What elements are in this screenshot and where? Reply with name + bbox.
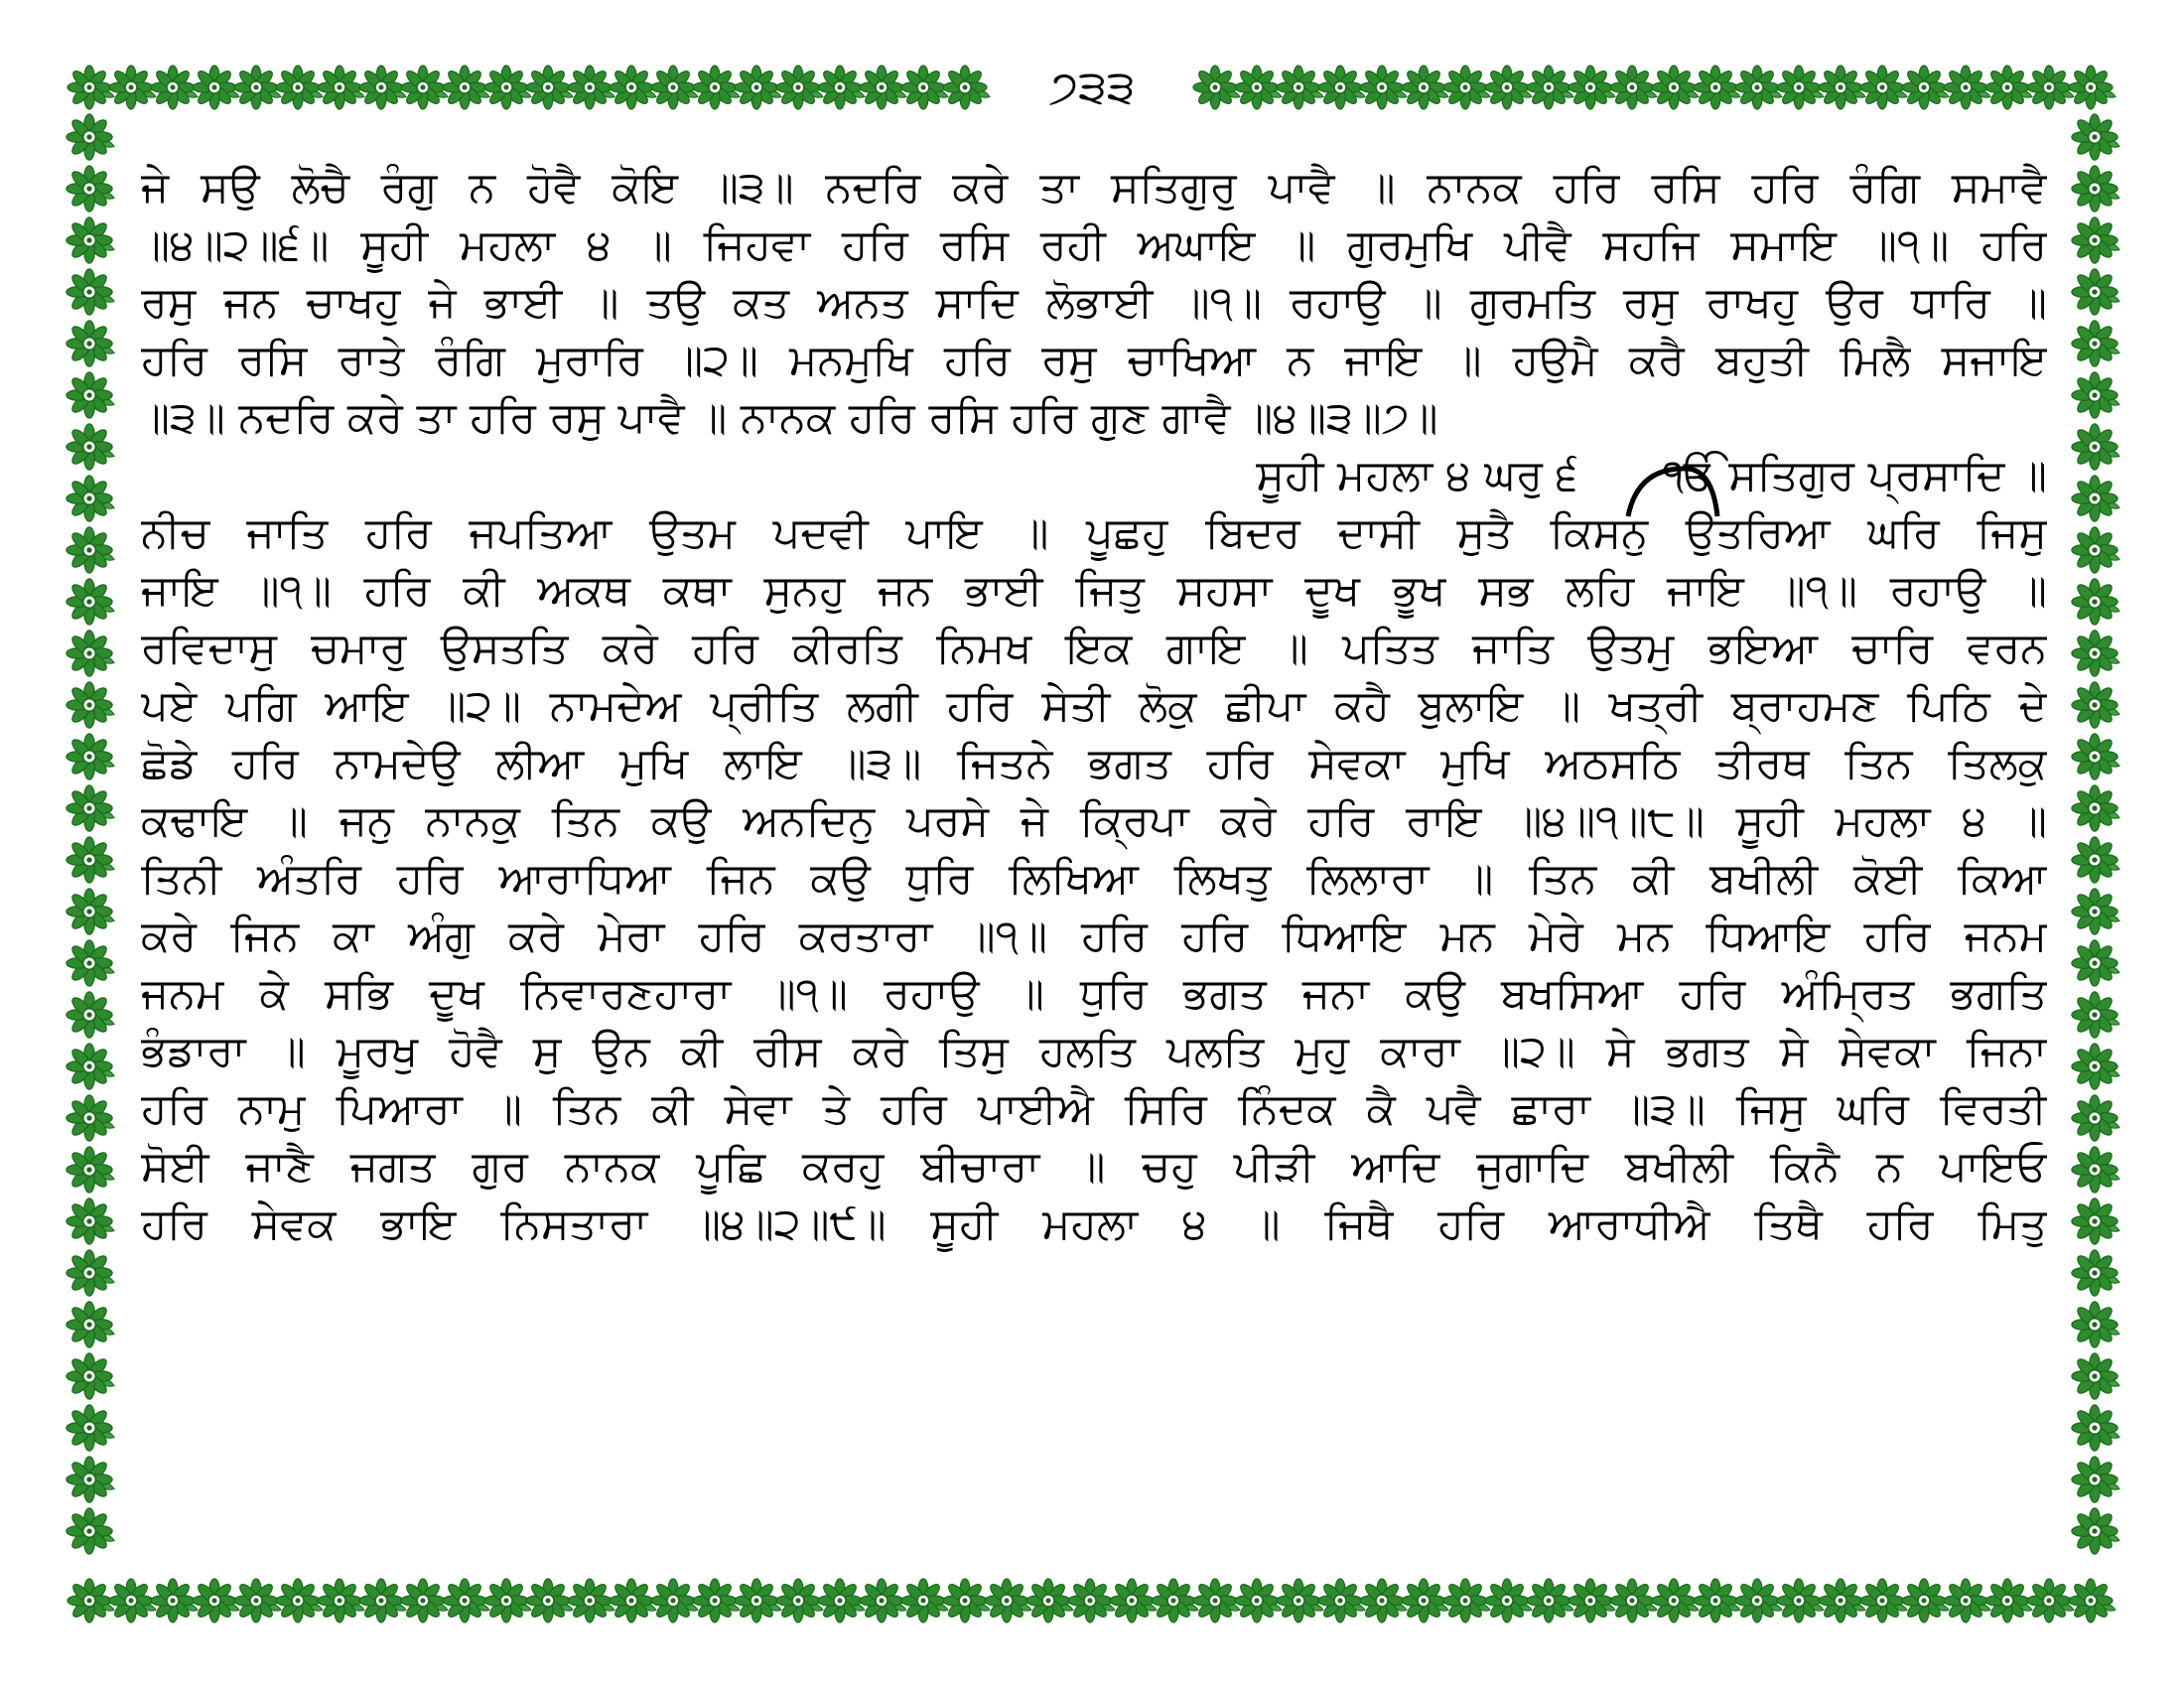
flower-ornament-icon: [2072, 1353, 2117, 1399]
flower-ornament-icon: [67, 166, 112, 211]
flower-ornament-icon: [1402, 66, 1445, 109]
flower-ornament-icon: [68, 1579, 111, 1622]
flower-ornament-icon: [1610, 1579, 1654, 1622]
flower-ornament-icon: [1527, 66, 1570, 109]
flower-ornament-icon: [67, 992, 112, 1038]
text-line: ਰਵਿਦਾਸੁ ਚਮਾਰੁ ਉਸਤਤਿ ਕਰੇ ਹਰਿ ਕੀਰਤਿ ਨਿਮਖ ਇਕ ਗਾਇ ॥ ਪਤਿਤ ਜਾਤਿ ਉਤਮੁ ਭਇਆ ਚਾਰਿ ਵਰਨ: [141, 624, 2047, 673]
flower-ornament-icon: [2072, 166, 2117, 211]
flower-ornament-icon: [1318, 1579, 1362, 1622]
heading-mool: ੴ ਸਤਿਗੁਰ ਪ੍ਰਸਾਦਿ ॥: [1663, 451, 2047, 500]
section-heading: [141, 447, 2047, 504]
flower-ornament-icon: [1110, 1579, 1154, 1622]
flower-ornament-icon: [1360, 1579, 1404, 1622]
flower-ornament-icon: [151, 1579, 195, 1622]
flower-ornament-icon: [401, 1579, 445, 1622]
flower-ornament-icon: [2072, 837, 2117, 883]
text-line: ਪਏ ਪਗਿ ਆਇ ॥੨॥ ਨਾਮਦੇਅ ਪ੍ਰੀਤਿ ਲਗੀ ਹਰਿ ਸੇਤੀ ਲੋਕੁ ਛੀਪਾ ਕਹੈ ਬੁਲਾਇ ॥ ਖਤ੍ਰੀ ਬ੍ਰਾਹਮਣ ਪਿਠਿ ਦੇ: [141, 681, 2047, 731]
flower-ornament-icon: [109, 66, 153, 109]
flower-ornament-icon: [67, 1457, 112, 1502]
flower-ornament-icon: [67, 1508, 112, 1554]
flower-ornament-icon: [651, 66, 695, 109]
flower-ornament-icon: [1360, 66, 1404, 109]
flower-ornament-icon: [693, 66, 737, 109]
flower-ornament-icon: [67, 269, 112, 315]
flower-ornament-icon: [2069, 1579, 2113, 1622]
flower-ornament-icon: [1235, 1579, 1279, 1622]
flower-ornament-icon: [818, 1579, 862, 1622]
flower-ornament-icon: [359, 1579, 403, 1622]
flower-ornament-icon: [1944, 1579, 1987, 1622]
flower-ornament-icon: [67, 889, 112, 934]
flower-ornament-icon: [1152, 1579, 1195, 1622]
flower-ornament-icon: [2072, 579, 2117, 625]
flower-ornament-icon: [1402, 1579, 1445, 1622]
text-line: ॥੪॥੨॥੬॥ ਸੂਹੀ ਮਹਲਾ ੪ ॥ ਜਿਹਵਾ ਹਰਿ ਰਸਿ ਰਹੀ ਅਘਾਇ ॥ ਗੁਰਮੁਖਿ ਪੀਵੈ ਸਹਜਿ ਸਮਾਇ ॥੧॥ ਹਰਿ: [141, 220, 2047, 270]
flower-ornament-icon: [67, 1302, 112, 1347]
flower-ornament-icon: [1985, 66, 2029, 109]
flower-ornament-icon: [2072, 1044, 2117, 1089]
text-line: ॥੩॥ ਨਦਰਿ ਕਰੇ ਤਾ ਹਰਿ ਰਸੁ ਪਾਵੈ ॥ ਨਾਨਕ ਹਰਿ ਰਸਿ ਹਰਿ ਗੁਣ ਗਾਵੈ ॥੪॥੩॥੭॥: [141, 393, 1438, 443]
flower-ornament-icon: [2069, 66, 2113, 109]
flower-ornament-icon: [1485, 66, 1529, 109]
flower-ornament-icon: [67, 321, 112, 366]
text-line: ਜਾਇ ॥੧॥ ਹਰਿ ਕੀ ਅਕਥ ਕਥਾ ਸੁਨਹੁ ਜਨ ਭਾਈ ਜਿਤੁ ਸਹਸਾ ਦੂਖ ਭੂਖ ਸਭ ਲਹਿ ਜਾਇ ॥੧॥ ਰਹਾਉ ॥: [141, 566, 2047, 616]
flower-ornament-icon: [1277, 1579, 1320, 1622]
flower-ornament-icon: [359, 66, 403, 109]
flower-ornament-icon: [1694, 1579, 1737, 1622]
flower-ornament-icon: [318, 1579, 361, 1622]
flower-ornament-icon: [2072, 372, 2117, 418]
text-line: ਹਰਿ ਸੇਵਕ ਭਾਇ ਨਿਸਤਾਰਾ ॥੪॥੨॥੯॥ ਸੂਹੀ ਮਹਲਾ ੪ ॥ ਜਿਥੈ ਹਰਿ ਆਰਾਧੀਐ ਤਿਥੈ ਹਰਿ ਮਿਤੁ: [141, 1199, 2047, 1249]
flower-ornament-icon: [443, 1579, 486, 1622]
flower-ornament-icon: [193, 1579, 236, 1622]
flower-ornament-icon: [1819, 66, 1862, 109]
flower-ornament-icon: [776, 1579, 820, 1622]
flower-ornament-icon: [1944, 66, 1987, 109]
flower-ornament-icon: [67, 424, 112, 470]
flower-ornament-icon: [67, 734, 112, 779]
flower-ornament-icon: [1318, 66, 1362, 109]
flower-ornament-icon: [860, 1579, 903, 1622]
flower-ornament-icon: [818, 66, 862, 109]
flower-ornament-icon: [1652, 66, 1696, 109]
flower-ornament-icon: [109, 1579, 153, 1622]
flower-ornament-icon: [276, 66, 320, 109]
text-line: ਤਿਨੀ ਅੰਤਰਿ ਹਰਿ ਆਰਾਧਿਆ ਜਿਨ ਕਉ ਧੁਰਿ ਲਿਖਿਆ ਲਿਖਤੁ ਲਿਲਾਰਾ ॥ ਤਿਨ ਕੀ ਬਖੀਲੀ ਕੋਈ ਕਿਆ: [141, 854, 2047, 904]
text-line: ਕਰੇ ਜਿਨ ਕਾ ਅੰਗੁ ਕਰੇ ਮੇਰਾ ਹਰਿ ਕਰਤਾਰਾ ॥੧॥ ਹਰਿ ਹਰਿ ਧਿਆਇ ਮਨ ਮੇਰੇ ਮਨ ਧਿਆਇ ਹਰਿ ਜਨਮ: [141, 912, 2047, 961]
text-line: ਸੋਈ ਜਾਣੈ ਜਗਤ ਗੁਰ ਨਾਨਕ ਪੂਛਿ ਕਰਹੁ ਬੀਚਾਰਾ ॥ ਚਹੁ ਪੀੜੀ ਆਦਿ ਜੁਗਾਦਿ ਬਖੀਲੀ ਕਿਨੈ ਨ ਪਾਇਓ: [141, 1142, 2047, 1192]
flower-ornament-icon: [651, 1579, 695, 1622]
text-line: ਜਨਮ ਕੇ ਸਭਿ ਦੂਖ ਨਿਵਾਰਣਹਾਰਾ ॥੧॥ ਰਹਾਉ ॥ ਧੁਰਿ ਭਗਤ ਜਨਾ ਕਉ ਬਖਸਿਆ ਹਰਿ ਅੰਮ੍ਰਿਤ ਭਗਤਿ: [141, 969, 2047, 1019]
flower-ornament-icon: [68, 66, 111, 109]
flower-ornament-icon: [610, 66, 653, 109]
flower-ornament-icon: [2072, 269, 2117, 315]
flower-ornament-icon: [234, 1579, 278, 1622]
flower-ornament-icon: [1569, 1579, 1612, 1622]
flower-ornament-icon: [568, 66, 612, 109]
flower-ornament-icon: [67, 837, 112, 883]
flower-ornament-icon: [1193, 1579, 1237, 1622]
flower-ornament-icon: [1985, 1579, 2029, 1622]
flower-ornament-icon: [67, 682, 112, 728]
flower-ornament-icon: [1485, 1579, 1529, 1622]
flower-ornament-icon: [1235, 66, 1279, 109]
flower-ornament-icon: [67, 476, 112, 521]
text-line: ਛੋਡੇ ਹਰਿ ਨਾਮਦੇਉ ਲੀਆ ਮੁਖਿ ਲਾਇ ॥੩॥ ਜਿਤਨੇ ਭਗਤ ਹਰਿ ਸੇਵਕਾ ਮੁਖਿ ਅਠਸਠਿ ਤੀਰਥ ਤਿਨ ਤਿਲਕੁ: [141, 739, 2047, 788]
flower-ornament-icon: [67, 1095, 112, 1141]
text-line: ਭੰਡਾਰਾ ॥ ਮੂਰਖੁ ਹੋਵੈ ਸੁ ਉਨ ਕੀ ਰੀਸ ਕਰੇ ਤਿਸੁ ਹਲਤਿ ਪਲਤਿ ਮੁਹੁ ਕਾਰਾ ॥੨॥ ਸੇ ਭਗਤ ਸੇ ਸੇਵਕਾ ਜਿਨਾ: [141, 1027, 2047, 1076]
flower-ornament-icon: [318, 66, 361, 109]
text-line: ਕਢਾਇ ॥ ਜਨੁ ਨਾਨਕੁ ਤਿਨ ਕਉ ਅਨਦਿਨੁ ਪਰਸੇ ਜੇ ਕ੍ਰਿਪਾ ਕਰੇ ਹਰਿ ਰਾਇ ॥੪॥੧॥੮॥ ਸੂਹੀ ਮਹਲਾ ੪ ॥: [141, 796, 2047, 846]
flower-ornament-icon: [1443, 66, 1487, 109]
flower-ornament-icon: [2072, 1302, 2117, 1347]
flower-ornament-icon: [151, 66, 195, 109]
flower-ornament-icon: [2072, 527, 2117, 573]
flower-ornament-icon: [2072, 321, 2117, 366]
flower-ornament-icon: [2072, 476, 2117, 521]
heading-raag: ਸੂਹੀ ਮਹਲਾ ੪ ਘਰੁ ੬: [1256, 451, 1578, 500]
flower-ornament-icon: [2072, 992, 2117, 1038]
flower-ornament-icon: [1652, 1579, 1696, 1622]
flower-ornament-icon: [67, 940, 112, 986]
flower-ornament-icon: [943, 66, 987, 109]
flower-ornament-icon: [1026, 1579, 1070, 1622]
gurbani-text-block: [141, 159, 2047, 1253]
flower-ornament-icon: [1902, 66, 1946, 109]
flower-ornament-icon: [67, 579, 112, 625]
flower-ornament-icon: [443, 66, 486, 109]
flower-ornament-icon: [1735, 66, 1779, 109]
flower-ornament-icon: [2072, 734, 2117, 779]
flower-ornament-icon: [193, 66, 236, 109]
flower-ornament-icon: [2072, 1198, 2117, 1244]
flower-ornament-icon: [1694, 66, 1737, 109]
flower-ornament-icon: [67, 1250, 112, 1296]
flower-ornament-icon: [67, 1405, 112, 1451]
text-line: ਹਰਿ ਰਸਿ ਰਾਤੇ ਰੰਗਿ ਮੁਰਾਰਿ ॥੨॥ ਮਨਮੁਖਿ ਹਰਿ ਰਸੁ ਚਾਖਿਆ ਨ ਜਾਇ ॥ ਹਉਮੈ ਕਰੈ ਬਹੁਤੀ ਮਿਲੈ ਸਜਾਇ: [141, 336, 2047, 385]
flower-ornament-icon: [1777, 66, 1821, 109]
flower-ornament-icon: [234, 66, 278, 109]
flower-ornament-icon: [776, 66, 820, 109]
flower-ornament-icon: [901, 66, 945, 109]
flower-ornament-icon: [67, 1147, 112, 1193]
flower-ornament-icon: [2072, 1147, 2117, 1193]
flower-ornament-icon: [484, 66, 528, 109]
flower-ornament-icon: [568, 1579, 612, 1622]
flower-ornament-icon: [2072, 424, 2117, 470]
flower-ornament-icon: [860, 66, 903, 109]
flower-ornament-icon: [67, 1044, 112, 1089]
text-line: ਜੇ ਸਉ ਲੋਚੈ ਰੰਗੁ ਨ ਹੋਵੈ ਕੋਇ ॥੩॥ ਨਦਰਿ ਕਰੇ ਤਾ ਸਤਿਗੁਰੁ ਪਾਵੈ ॥ ਨਾਨਕ ਹਰਿ ਰਸਿ ਹਰਿ ਰੰਗਿ ਸਮਾਵੈ: [141, 163, 2047, 212]
flower-ornament-icon: [67, 114, 112, 160]
flower-ornament-icon: [2027, 1579, 2071, 1622]
flower-ornament-icon: [1860, 66, 1904, 109]
flower-ornament-icon: [2072, 1405, 2117, 1451]
flower-ornament-icon: [943, 1579, 987, 1622]
flower-ornament-icon: [1902, 1579, 1946, 1622]
flower-ornament-icon: [985, 1579, 1028, 1622]
text-line: ਰਸੁ ਜਨ ਚਾਖਹੁ ਜੇ ਭਾਈ ॥ ਤਉ ਕਤ ਅਨਤ ਸਾਦਿ ਲੋਭਾਈ ॥੧॥ ਰਹਾਉ ॥ ਗੁਰਮਤਿ ਰਸੁ ਰਾਖਹੁ ਉਰ ਧਾਰਿ ॥: [141, 278, 2047, 328]
flower-ornament-icon: [2072, 682, 2117, 728]
flower-ornament-icon: [735, 1579, 778, 1622]
page-number: ੭੩੩: [993, 52, 1191, 121]
flower-ornament-icon: [2072, 1508, 2117, 1554]
flower-ornament-icon: [1277, 66, 1320, 109]
flower-ornament-icon: [1569, 66, 1612, 109]
flower-ornament-icon: [67, 217, 112, 263]
flower-ornament-icon: [2072, 1457, 2117, 1502]
flower-ornament-icon: [1193, 66, 1237, 109]
flower-ornament-icon: [2072, 1095, 2117, 1141]
flower-ornament-icon: [526, 66, 570, 109]
flower-ornament-icon: [526, 1579, 570, 1622]
flower-ornament-icon: [2072, 114, 2117, 160]
flower-ornament-icon: [2072, 889, 2117, 934]
flower-ornament-icon: [401, 66, 445, 109]
flower-ornament-icon: [735, 66, 778, 109]
flower-ornament-icon: [2072, 1250, 2117, 1296]
flower-ornament-icon: [1819, 1579, 1862, 1622]
flower-ornament-icon: [276, 1579, 320, 1622]
flower-ornament-icon: [901, 1579, 945, 1622]
flower-ornament-icon: [1777, 1579, 1821, 1622]
flower-ornament-icon: [1068, 1579, 1112, 1622]
flower-ornament-icon: [67, 372, 112, 418]
flower-ornament-icon: [67, 1353, 112, 1399]
flower-ornament-icon: [67, 631, 112, 676]
flower-ornament-icon: [67, 527, 112, 573]
flower-ornament-icon: [610, 1579, 653, 1622]
flower-ornament-icon: [693, 1579, 737, 1622]
flower-ornament-icon: [1610, 66, 1654, 109]
flower-ornament-icon: [2072, 940, 2117, 986]
flower-ornament-icon: [1860, 1579, 1904, 1622]
flower-ornament-icon: [1443, 1579, 1487, 1622]
flower-ornament-icon: [1527, 1579, 1570, 1622]
flower-ornament-icon: [2072, 785, 2117, 831]
text-line: ਨੀਚ ਜਾਤਿ ਹਰਿ ਜਪਤਿਆ ਉਤਮ ਪਦਵੀ ਪਾਇ ॥ ਪੂਛਹੁ ਬਿਦਰ ਦਾਸੀ ਸੁਤੈ ਕਿਸਨੁ ਉਤਰਿਆ ਘਰਿ ਜਿਸੁ: [141, 508, 2047, 558]
text-line: ਹਰਿ ਨਾਮੁ ਪਿਆਰਾ ॥ ਤਿਨ ਕੀ ਸੇਵਾ ਤੇ ਹਰਿ ਪਾਈਐ ਸਿਰਿ ਨਿੰਦਕ ਕੈ ਪਵੈ ਛਾਰਾ ॥੩॥ ਜਿਸੁ ਘਰਿ ਵਿਰਤੀ: [141, 1084, 2047, 1134]
flower-ornament-icon: [484, 1579, 528, 1622]
flower-ornament-icon: [2072, 631, 2117, 676]
flower-ornament-icon: [1735, 1579, 1779, 1622]
flower-ornament-icon: [2072, 217, 2117, 263]
flower-ornament-icon: [67, 785, 112, 831]
flower-ornament-icon: [2027, 66, 2071, 109]
flower-ornament-icon: [67, 1198, 112, 1244]
